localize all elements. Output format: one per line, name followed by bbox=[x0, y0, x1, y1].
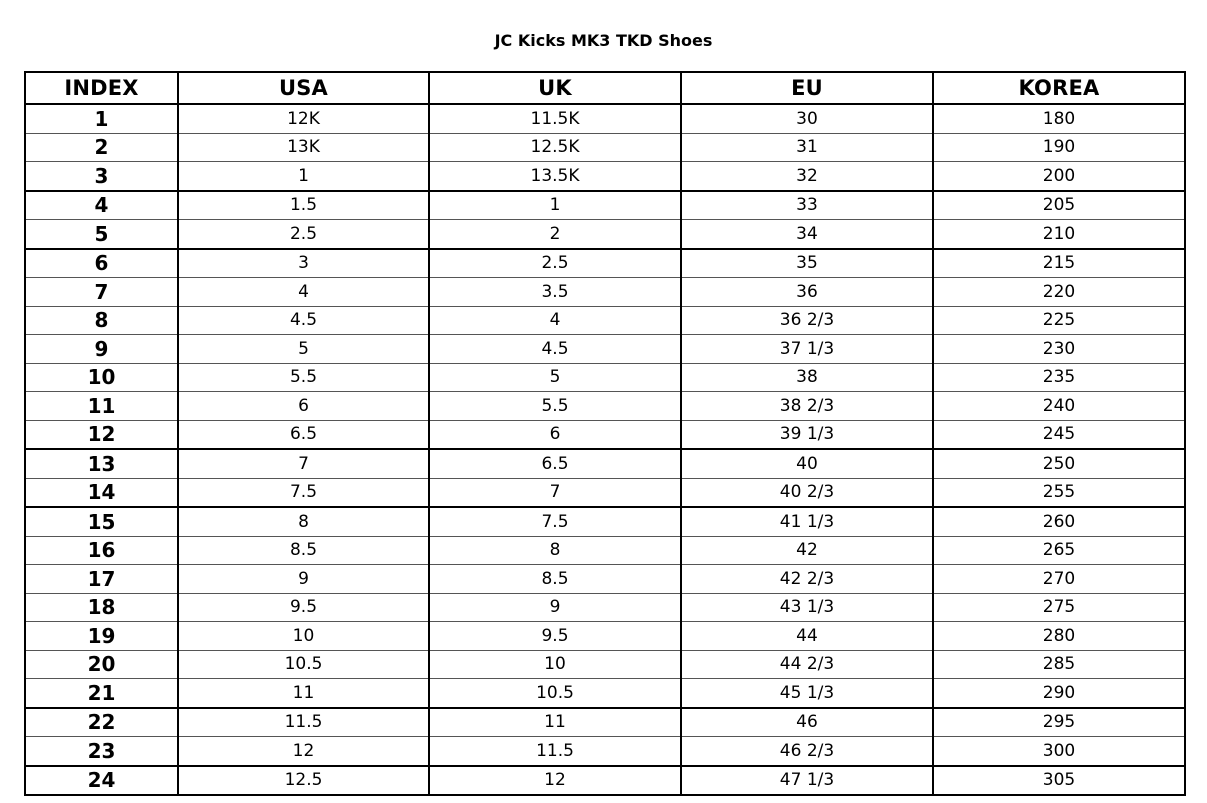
korea-cell: 235 bbox=[933, 363, 1185, 392]
eu-cell: 42 bbox=[681, 536, 933, 565]
usa-cell: 11.5 bbox=[178, 708, 429, 737]
eu-cell: 31 bbox=[681, 133, 933, 162]
uk-cell: 1 bbox=[429, 191, 681, 220]
table-row bbox=[25, 766, 1185, 796]
usa-cell: 11 bbox=[178, 679, 429, 708]
eu-cell: 41 1/3 bbox=[681, 507, 933, 536]
korea-cell: 290 bbox=[933, 679, 1185, 708]
korea-cell: 190 bbox=[933, 133, 1185, 162]
usa-cell: 10.5 bbox=[178, 650, 429, 679]
eu-cell: 33 bbox=[681, 191, 933, 220]
korea-cell: 260 bbox=[933, 507, 1185, 536]
table-row bbox=[25, 363, 1185, 392]
table-row bbox=[25, 622, 1185, 651]
uk-cell: 2.5 bbox=[429, 249, 681, 278]
table-row bbox=[25, 593, 1185, 622]
uk-cell: 4.5 bbox=[429, 335, 681, 364]
table-row bbox=[25, 536, 1185, 565]
uk-cell: 11 bbox=[429, 708, 681, 737]
eu-cell: 30 bbox=[681, 104, 933, 133]
index-cell: 8 bbox=[25, 306, 178, 335]
index-cell: 21 bbox=[25, 679, 178, 708]
uk-cell: 8.5 bbox=[429, 565, 681, 594]
korea-cell: 180 bbox=[933, 104, 1185, 133]
usa-cell: 1 bbox=[178, 162, 429, 191]
usa-cell: 9.5 bbox=[178, 593, 429, 622]
table-row bbox=[25, 737, 1185, 766]
uk-cell: 12 bbox=[429, 766, 681, 796]
uk-cell: 7 bbox=[429, 478, 681, 507]
index-cell: 24 bbox=[25, 766, 178, 796]
table-row bbox=[25, 420, 1185, 449]
index-cell: 20 bbox=[25, 650, 178, 679]
usa-cell: 7.5 bbox=[178, 478, 429, 507]
index-cell: 18 bbox=[25, 593, 178, 622]
eu-cell: 38 bbox=[681, 363, 933, 392]
eu-cell: 34 bbox=[681, 220, 933, 249]
uk-cell: 8 bbox=[429, 536, 681, 565]
korea-cell: 275 bbox=[933, 593, 1185, 622]
table-row bbox=[25, 392, 1185, 421]
eu-cell: 32 bbox=[681, 162, 933, 191]
index-cell: 19 bbox=[25, 622, 178, 651]
uk-cell: 5.5 bbox=[429, 392, 681, 421]
usa-cell: 9 bbox=[178, 565, 429, 594]
table-header bbox=[25, 72, 1185, 104]
usa-cell: 13K bbox=[178, 133, 429, 162]
index-cell: 11 bbox=[25, 392, 178, 421]
index-cell: 15 bbox=[25, 507, 178, 536]
usa-cell: 4 bbox=[178, 278, 429, 307]
korea-cell: 210 bbox=[933, 220, 1185, 249]
eu-cell: 37 1/3 bbox=[681, 335, 933, 364]
index-cell: 1 bbox=[25, 104, 178, 133]
eu-cell: 40 2/3 bbox=[681, 478, 933, 507]
table-row bbox=[25, 133, 1185, 162]
table-row bbox=[25, 565, 1185, 594]
table-row bbox=[25, 220, 1185, 249]
eu-cell: 36 2/3 bbox=[681, 306, 933, 335]
usa-cell: 12K bbox=[178, 104, 429, 133]
korea-cell: 270 bbox=[933, 565, 1185, 594]
index-cell: 4 bbox=[25, 191, 178, 220]
korea-cell: 225 bbox=[933, 306, 1185, 335]
uk-cell: 11.5K bbox=[429, 104, 681, 133]
eu-cell: 46 bbox=[681, 708, 933, 737]
index-cell: 3 bbox=[25, 162, 178, 191]
korea-cell: 200 bbox=[933, 162, 1185, 191]
uk-cell: 10 bbox=[429, 650, 681, 679]
korea-cell: 230 bbox=[933, 335, 1185, 364]
usa-cell: 7 bbox=[178, 449, 429, 478]
uk-cell: 9 bbox=[429, 593, 681, 622]
usa-cell: 8.5 bbox=[178, 536, 429, 565]
uk-cell: 7.5 bbox=[429, 507, 681, 536]
uk-cell: 11.5 bbox=[429, 737, 681, 766]
korea-cell: 255 bbox=[933, 478, 1185, 507]
korea-cell: 245 bbox=[933, 420, 1185, 449]
header-index: INDEX bbox=[25, 72, 178, 104]
header-korea: KOREA bbox=[933, 72, 1185, 104]
korea-cell: 205 bbox=[933, 191, 1185, 220]
header-row bbox=[25, 72, 1185, 104]
usa-cell: 12.5 bbox=[178, 766, 429, 796]
index-cell: 10 bbox=[25, 363, 178, 392]
eu-cell: 44 bbox=[681, 622, 933, 651]
index-cell: 16 bbox=[25, 536, 178, 565]
korea-cell: 215 bbox=[933, 249, 1185, 278]
usa-cell: 6 bbox=[178, 392, 429, 421]
uk-cell: 5 bbox=[429, 363, 681, 392]
usa-cell: 3 bbox=[178, 249, 429, 278]
index-cell: 23 bbox=[25, 737, 178, 766]
index-cell: 22 bbox=[25, 708, 178, 737]
index-cell: 12 bbox=[25, 420, 178, 449]
korea-cell: 250 bbox=[933, 449, 1185, 478]
usa-cell: 2.5 bbox=[178, 220, 429, 249]
index-cell: 14 bbox=[25, 478, 178, 507]
table-row bbox=[25, 449, 1185, 478]
uk-cell: 4 bbox=[429, 306, 681, 335]
index-cell: 5 bbox=[25, 220, 178, 249]
korea-cell: 300 bbox=[933, 737, 1185, 766]
index-cell: 7 bbox=[25, 278, 178, 307]
usa-cell: 1.5 bbox=[178, 191, 429, 220]
table-row bbox=[25, 191, 1185, 220]
eu-cell: 36 bbox=[681, 278, 933, 307]
table-row bbox=[25, 335, 1185, 364]
table-row bbox=[25, 708, 1185, 737]
eu-cell: 35 bbox=[681, 249, 933, 278]
header-uk: UK bbox=[429, 72, 681, 104]
index-cell: 9 bbox=[25, 335, 178, 364]
index-cell: 2 bbox=[25, 133, 178, 162]
table-row bbox=[25, 249, 1185, 278]
usa-cell: 8 bbox=[178, 507, 429, 536]
eu-cell: 38 2/3 bbox=[681, 392, 933, 421]
eu-cell: 45 1/3 bbox=[681, 679, 933, 708]
usa-cell: 6.5 bbox=[178, 420, 429, 449]
index-cell: 13 bbox=[25, 449, 178, 478]
korea-cell: 285 bbox=[933, 650, 1185, 679]
uk-cell: 12.5K bbox=[429, 133, 681, 162]
eu-cell: 47 1/3 bbox=[681, 766, 933, 796]
eu-cell: 40 bbox=[681, 449, 933, 478]
korea-cell: 305 bbox=[1042, 770, 1076, 791]
table-row bbox=[25, 162, 1185, 191]
uk-cell: 13.5K bbox=[429, 162, 681, 191]
uk-cell: 6 bbox=[429, 420, 681, 449]
table-row bbox=[25, 278, 1185, 307]
korea-cell: 240 bbox=[933, 392, 1185, 421]
uk-cell: 9.5 bbox=[429, 622, 681, 651]
usa-cell: 5 bbox=[178, 335, 429, 364]
usa-cell: 10 bbox=[178, 622, 429, 651]
index-cell: 17 bbox=[25, 565, 178, 594]
eu-cell: 46 2/3 bbox=[681, 737, 933, 766]
table-body bbox=[25, 104, 1185, 795]
header-usa: USA bbox=[178, 72, 429, 104]
korea-cell: 265 bbox=[933, 536, 1185, 565]
table-row bbox=[25, 507, 1185, 536]
table-row bbox=[25, 650, 1185, 679]
table-row bbox=[25, 478, 1185, 507]
usa-cell: 12 bbox=[178, 737, 429, 766]
header-eu: EU bbox=[681, 72, 933, 104]
eu-cell: 43 1/3 bbox=[681, 593, 933, 622]
usa-cell: 4.5 bbox=[178, 306, 429, 335]
index-cell: 6 bbox=[25, 249, 178, 278]
korea-cell: 220 bbox=[933, 278, 1185, 307]
table-row bbox=[25, 679, 1185, 708]
usa-cell: 5.5 bbox=[178, 363, 429, 392]
uk-cell: 2 bbox=[429, 220, 681, 249]
uk-cell: 3.5 bbox=[429, 278, 681, 307]
page-title: JC Kicks MK3 TKD Shoes bbox=[494, 31, 713, 50]
size-chart-table bbox=[24, 71, 1186, 796]
eu-cell: 39 1/3 bbox=[681, 420, 933, 449]
korea-cell: 295 bbox=[933, 708, 1185, 737]
uk-cell: 6.5 bbox=[429, 449, 681, 478]
uk-cell: 10.5 bbox=[429, 679, 681, 708]
eu-cell: 44 2/3 bbox=[681, 650, 933, 679]
table-row bbox=[25, 104, 1185, 133]
eu-cell: 42 2/3 bbox=[681, 565, 933, 594]
korea-cell: 280 bbox=[933, 622, 1185, 651]
table-row bbox=[25, 306, 1185, 335]
